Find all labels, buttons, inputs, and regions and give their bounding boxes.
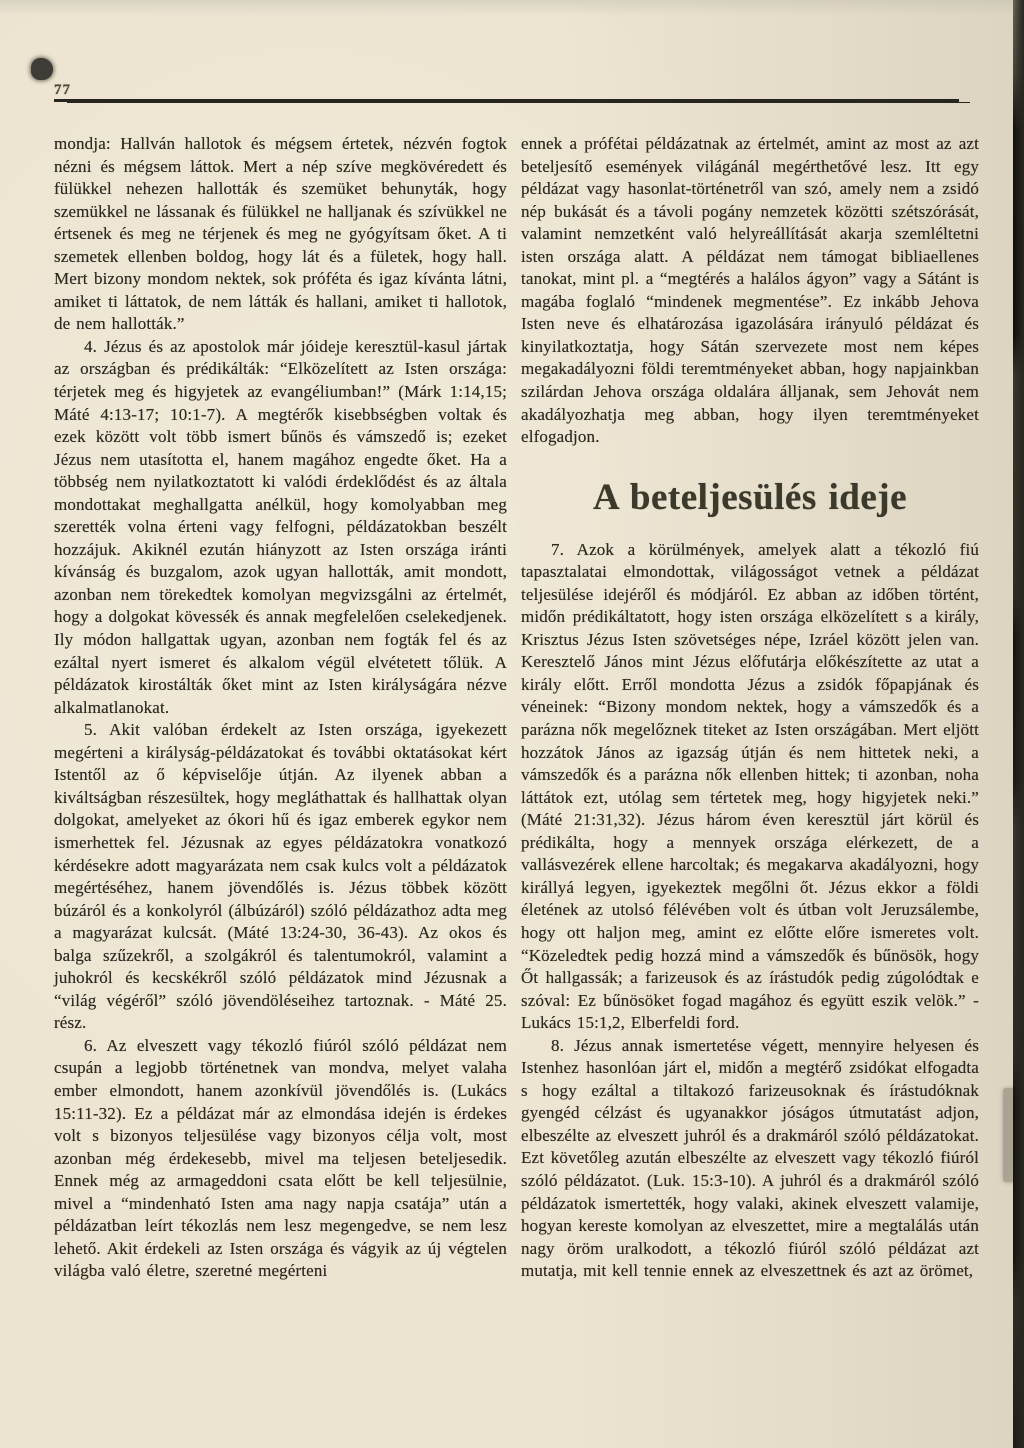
body-paragraph: ennek a prófétai példázatnak az értelmét, amint az most az azt beteljesítő események világánál megérthetővé lesz. Itt egy példázat vagy hasonlat-történetről van szó, amely nem a zsidó nép bukását és a távoli pogány nemzetek közötti szétszórását, valamint nemzetként való helyreállítását akarja szemléltetni isten országa alatt. A példázat nem támogat bibliaellenes tanokat, mint pl. a “megtérés a halálos ágyon” vagy a Sátánt is magába foglaló “mindenek megmentése”. Ez inkább Jehova Isten neve és elhatározása igazolására irányuló példázat és kinyilatkoztatja, hogy Sátán szervezete most nem képes megakadályozni földi teremtményeket abban, hogy napjainkban szilárdan Jehova országa oldalára álljanak, sem Jehovát nem akadályozhatja meg abban, hogy ilyen teremtményeket elfogadjon. — [521, 134, 979, 447]
body-paragraph: 5. Akit valóban érdekelt az Isten országa, igyekezett megérteni a királyság-példázatokat és további oktatásokat kért Istentől az ő képviselője útján. Az ilyenek abban a kiváltságban részesültek, hogy megláthattak és hallhattak olyan dolgokat, amelyeket az ókori hű és igaz emberek egykor nem ismerhettek fel. Jézusnak az egyes példázatokra vonatkozó kérdésekre adott magyarázata nem csak kulcs volt a példázatok megértéséhez, hanem jövendőlés is. Jézus többek között búzáról és a konkolyról (álbúzáról) szóló példázathoz adta meg a magyarázat kulcsát. (Máté 13:24-30, 36-43). Az okos és balga szűzekről, a szolgákról és talentumokról, valamint a juhokról és kecskékről szóló példázatok mind Jézusnak a “világ végéről” szóló jövendöléseihez tartoznak. - Máté 25. rész. — [54, 720, 507, 1033]
scan-artifact-top-left — [31, 58, 53, 80]
body-paragraph: 7. Azok a körülmények, amelyek alatt a tékozló fiú tapasztalatai elmondottak, világosságot vetnek a példázat teljesülése idejéről és módjáról. Ez abban az időben történt, midőn prédikáltatott, hogy isten országa elközelített s a király, Krisztus Jézus Isten szövetséges népe, Izráel között jelen van. Keresztelő János mint Jézus előfutárja előkészítette az utat a király előtt. Erről mondotta Jézus a zsidók főpapjának és véneinek: “Bizony mondom nektek, hogy a vámszedők és a parázna nők megelőznek titeket az Isten országában. Mert eljött hozzátok János az igazság útján és nem hittetek neki, a vámszedők és a parázna nők ellenben hittek; ti azonban, noha láttátok ezt, utólag sem tértetek meg, hogy higyjetek neki.” (Máté 21:31,32). Jézus három éven keresztül járt körül és prédikálta, hogy a mennyek országa elérkezett, de a vallásvezérek ellene harcoltak; és megakarva akadályozni, hogy királlyá legyen, igyekeztek megőlni őt. Jézus ekkor a földi életének az utolsó félévében volt és útban volt Jeruzsálembe, hogy ott haljon meg, amint ez előtte előre ismeretes volt. “Közeledtek pedig hozzá mind a vámszedők és bűnösök, hogy Őt hallgassák; a farizeusok és az írástudók pedig zúgolódtak e szóval: Ez bűnösöket fogad magához és együtt eszik velök.” - Lukács 15:1,2, Elberfeldi ford. — [521, 539, 979, 1033]
body-paragraph: 6. Az elveszett vagy tékozló fiúról szóló példázat nem csupán a legjobb történetnek van mondva, melyet valaha ember elmondott, hanem azonkívül jövendőlés is. (Lukács 15:11-32). Ez a példázat már az elmondása idején is érdekes volt s bizonyos teljesülése vagy bizonyos célja volt, most azonban még érdekesebb, mivel ma teljesen beteljesedik. Ennek még az armageddoni csata előtt be kell teljesülnie, mivel a “mindenható Isten ama nagy napja csatája” után a példázatban leírt tékozlás nem lesz megengedve, se nem lesz lehető. Akit érdekeli az Isten országa és vágyik az új végtelen világba való életre, szeretné megérteni — [54, 1035, 507, 1281]
body-paragraph: mondja: Hallván hallotok és mégsem értetek, nézvén fogtok nézni és mégsem láttok. Mert a nép szíve megkövéredett és fülükkel nehezen hallották és szemüket behunyták, hogy szemükkel ne lássanak és fülükkel ne halljanak és szívükkel ne értsenek és meg ne térjenek és meg ne gyógyítsam őket. A ti szemetek ellenben boldog, hogy lát és a fületek, hogy hall. Mert bizony mondom nektek, sok próféta és igaz kívánta látni, amiket ti láttatok, de nem látták és hallani, amiket ti hallotok, de nem hallották.” — [54, 134, 507, 334]
section-heading: A beteljesülés ideje — [592, 476, 908, 518]
body-paragraph: 8. Jézus annak ismertetése végett, mennyire helyesen és Istenhez hasonlóan járt el, midőn a megtérő zsidókat elfogadta s hogy ezáltal a tiltakozó farizeusoknak és írástudóknak gyengéd célzást és ugyanakkor jóságos útmutatást adjon, elbeszélte az elveszett juhról és a drakmáról szóló példázatokat. Ezt követőleg azután elbeszélte az elveszett vagy tékozló fiúról szóló példázatot. (Luk. 15:3-10). A juhról és a drakmáról szóló példázatok ismertették, hogy valaki, akinek elveszett valamije, hogyan kereste komolyan az elveszettet, mire a megtalálás után nagy öröm uralkodott, a tékozló fiúról szóló példázat azt mutatja, mit kell tennie ennek az elveszettnek és azt az örömet, — [521, 1035, 979, 1281]
right-column — [521, 133, 979, 1283]
scan-artifact-right-edge — [1013, 0, 1024, 1448]
page-number: 77 — [54, 82, 71, 98]
left-column — [54, 133, 507, 1283]
body-paragraph: 4. Jézus és az apostolok már jóideje keresztül-kasul jártak az országban és prédikálták: “Elközelített az Isten országa: térjetek meg és higyjetek az evangéliumban!” (Márk 1:14,15; Máté 4:13-17; 10:1-7). A megtérők kisebbségben voltak és ezek között volt több ismert bűnös és vámszedő is; ezeket Jézus nem utasította el, hanem magához engedte őket. Ha a többség nem nyilatkoztatott ki valódi érdeklődést és az általa mondottakat meghallgatta anélkül, hogy komolyabban meg szerették volna érteni vagy felfogni, példázatokban beszélt hozzájuk. Akiknél ezután hiányzott az Isten országa iránti kívánság és buzgalom, azok ugyan hallották, amit mondott, azonban nem törekedtek komolyan megvizsgálni az értelmét, hogy a dolgokat kövessék és annak megfelelően cselekedjenek. Ily módon hallgattak ugyan, azonban nem fogták fel és az ezáltal nyert ismeret és alkalom végül elvétetett tőlük. A példázatok kirostálták őket mint az Isten királyságára nézve alkalmatlanokat. — [54, 336, 507, 717]
header-rule — [54, 99, 959, 102]
